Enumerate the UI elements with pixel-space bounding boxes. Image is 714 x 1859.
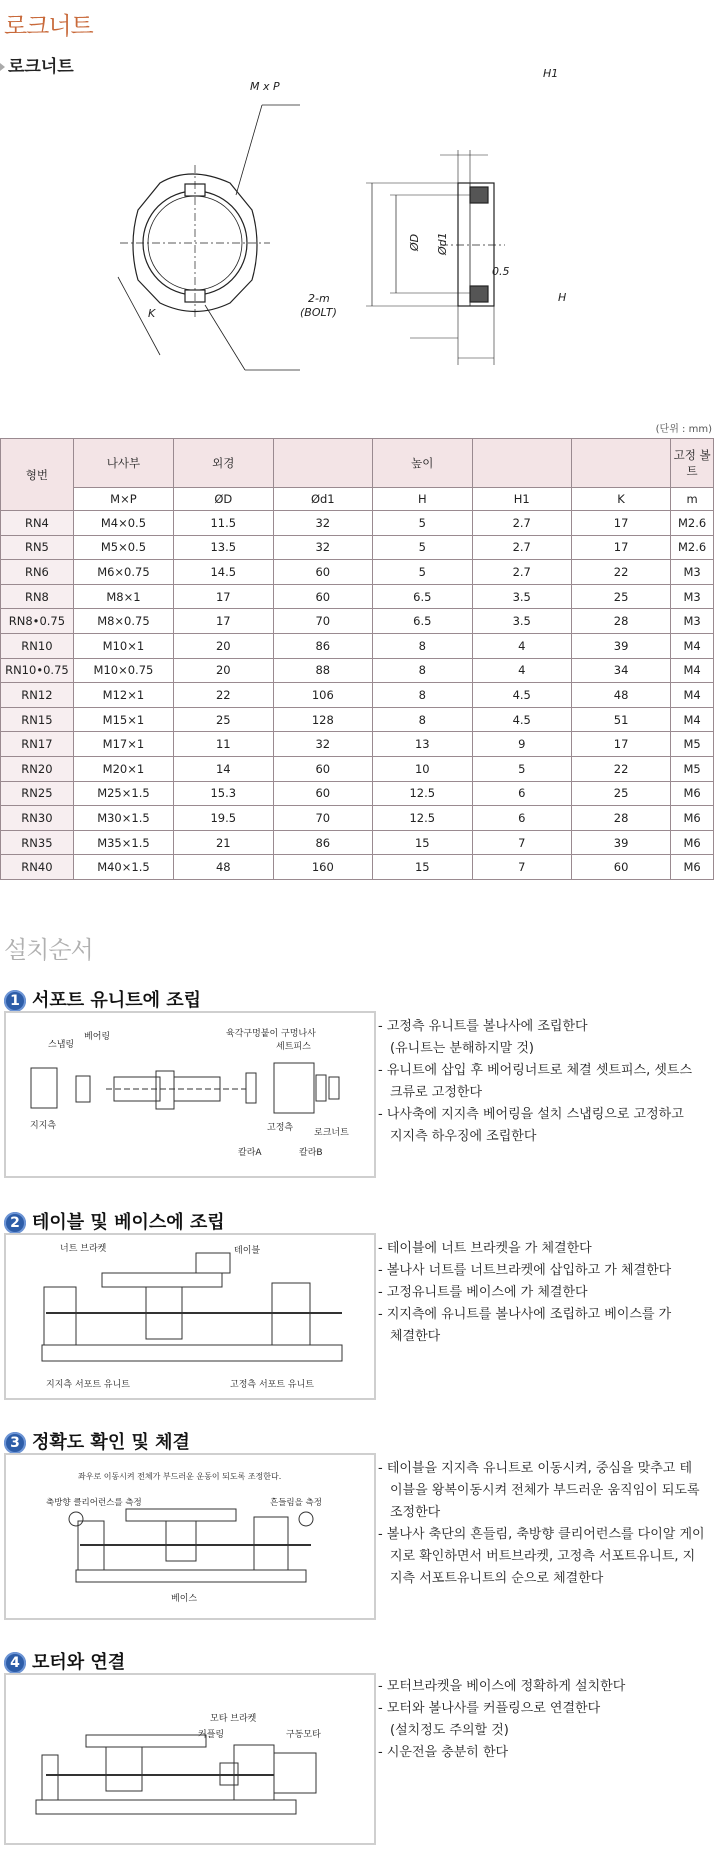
label-bearing: 베어링 [84,1032,111,1042]
step-1-heading [4,986,201,1012]
step-title: 정확도 확인 및 체결 [32,1432,190,1453]
sub-header: M×P [73,488,173,511]
table-cell: 28 [571,609,670,634]
table-cell: 32 [273,535,372,560]
label-motor-bracket: 모타 브라켓 [210,1714,257,1724]
table-cell: 4.5 [472,683,571,708]
note-line: - 유니트에 삽입 후 베어링너트로 체결 셋트피스, 셋트스 [378,1063,693,1078]
table-row [1,560,714,585]
subtitle-label: 로크너트 [8,57,74,77]
table-cell: 86 [273,633,372,658]
table-cell: M6 [671,830,714,855]
table-cell: 17 [571,535,670,560]
table-row [1,855,714,880]
table-cell: 13.5 [174,535,274,560]
table-cell: M3 [671,584,714,609]
table-cell: 60 [273,781,372,806]
sub-header: Ød1 [273,488,372,511]
table-row [1,511,714,536]
label-table: 테이블 [234,1246,261,1256]
note-line: 이블을 왕복이동시켜 전체가 부드러운 움직임이 되도록 [390,1483,700,1498]
table-cell: M12×1 [73,683,173,708]
step-title: 서포트 유니트에 조립 [32,990,202,1011]
table-cell: M30×1.5 [73,806,173,831]
note-line: - 테이블을 지지측 유니트로 이동시켜, 중심을 맞추고 테 [378,1461,693,1476]
label-bolt-2m: 2-m [308,292,330,305]
install-title: 설치순서 [4,936,93,964]
table-cell: 12.5 [373,806,473,831]
table-cell: 20 [174,633,274,658]
label-fixed-unit: 고정측 서포트 유니트 [230,1380,314,1390]
table-cell: 22 [571,560,670,585]
model-cell: RN40 [1,855,74,880]
spec-table [0,438,714,880]
table-cell: 39 [571,830,670,855]
model-cell: RN5 [1,535,74,560]
table-cell: 11 [174,732,274,757]
model-cell: RN20 [1,756,74,781]
table-cell: M10×1 [73,633,173,658]
col-header-bolt: 고정 볼트 [671,439,714,488]
label-mxp: M x P [250,80,280,93]
table-cell: 17 [174,584,274,609]
table-cell: 6.5 [373,584,473,609]
note-line: - 나사축에 지지측 베어링을 설치 스냅링으로 고정하고 [378,1107,684,1122]
note-line: (유니트는 분해하지말 것) [390,1041,534,1056]
table-cell: 8 [373,683,473,708]
table-cell: 34 [571,658,670,683]
model-cell: RN6 [1,560,74,585]
label-motor: 구동모타 [286,1730,321,1740]
table-cell: 60 [273,560,372,585]
sub-header: ØD [174,488,274,511]
note-line: - 볼나사 축단의 흔들림, 축방향 클리어런스를 다이알 게이 [378,1527,705,1542]
table-cell: M6 [671,855,714,880]
model-cell: RN17 [1,732,74,757]
model-cell: RN10•0.75 [1,658,74,683]
table-cell: M10×0.75 [73,658,173,683]
table-row [1,609,714,634]
table-cell: 12.5 [373,781,473,806]
col-header-height: 높이 [373,439,473,488]
model-cell: RN15 [1,707,74,732]
table-cell: M8×1 [73,584,173,609]
model-cell: RN25 [1,781,74,806]
table-cell: 8 [373,707,473,732]
label-adjust: 좌우로 이동시켜 전체가 부드러운 운동이 되도록 조정한다. [78,1472,282,1481]
table-cell: 32 [273,511,372,536]
model-cell: RN8•0.75 [1,609,74,634]
step-number-badge: 2 [4,1212,26,1234]
label-od: ØD [408,233,421,251]
table-cell: 88 [273,658,372,683]
label-snapring: 스냅링 [48,1040,75,1050]
table-cell: 4.5 [472,707,571,732]
table-cell: 39 [571,633,670,658]
table-cell: 5 [373,511,473,536]
table-cell: 5 [472,756,571,781]
table-cell: 2.7 [472,511,571,536]
step-4-heading [4,1648,125,1674]
table-cell: 17 [174,609,274,634]
sub-header: H [373,488,473,511]
table-cell: 106 [273,683,372,708]
step-number-badge: 1 [4,990,26,1012]
table-cell: 7 [472,855,571,880]
table-cell: 3.5 [472,609,571,634]
table-cell: 22 [174,683,274,708]
label-bolt: (BOLT) [300,306,337,319]
table-row [1,756,714,781]
table-cell: 51 [571,707,670,732]
table-row [1,806,714,831]
table-header-row [1,439,714,488]
table-cell: M8×0.75 [73,609,173,634]
table-cell: 86 [273,830,372,855]
table-cell: 15.3 [174,781,274,806]
note-line: - 모터와 볼나사를 커플링으로 연결한다 [378,1701,601,1716]
table-cell: 32 [273,732,372,757]
col-header-d1 [273,439,372,488]
table-cell: M4 [671,633,714,658]
col-header-k [571,439,670,488]
note-line: 조정한다 [390,1505,441,1520]
table-row [1,781,714,806]
table-cell: M4 [671,707,714,732]
step-1-diagram [4,1011,376,1178]
label-support-side: 지지측 [30,1121,57,1131]
table-cell: M5 [671,732,714,757]
table-cell: 14.5 [174,560,274,585]
table-cell: M3 [671,560,714,585]
table-cell: 8 [373,633,473,658]
step-3-notes [378,1458,712,1590]
table-cell: M4×0.5 [73,511,173,536]
table-row [1,633,714,658]
step-3-heading [4,1428,190,1454]
table-cell: 160 [273,855,372,880]
label-runout: 흔들림을 측정 [270,1498,322,1508]
table-cell: M40×1.5 [73,855,173,880]
note-line: - 볼나사 너트를 너트브라켓에 삽입하고 가 체결한다 [378,1263,672,1278]
table-cell: M6 [671,781,714,806]
note-line: - 테이블에 너트 브라켓을 가 체결한다 [378,1241,592,1256]
label-locknut: 로크너트 [314,1128,349,1138]
label-od1: Ød1 [436,232,449,255]
note-line: - 지지측에 유니트를 볼나사에 조립하고 베이스를 가 [378,1307,672,1322]
table-row [1,658,714,683]
table-cell: M5 [671,756,714,781]
table-cell: M20×1 [73,756,173,781]
table-cell: 70 [273,609,372,634]
table-cell: 4 [472,658,571,683]
step-4-illustration [6,1675,374,1843]
step-1-illustration [6,1013,374,1176]
table-cell: M2.6 [671,511,714,536]
table-cell: 60 [273,756,372,781]
table-cell: 15 [373,830,473,855]
table-cell: 7 [472,830,571,855]
label-gap: 0.5 [492,265,510,278]
step-1-notes [378,1016,712,1148]
step-2-diagram [4,1233,376,1400]
model-cell: RN30 [1,806,74,831]
sub-header: H1 [472,488,571,511]
table-cell: 60 [273,584,372,609]
table-cell: 48 [174,855,274,880]
table-cell: 15 [373,855,473,880]
sub-header: m [671,488,714,511]
label-collar-a: 칼라A [238,1148,262,1158]
label-k: K [148,307,156,320]
label-setpiece: 세트피스 [276,1042,311,1052]
note-line: - 시운전을 충분히 한다 [378,1745,509,1760]
table-cell: 70 [273,806,372,831]
table-cell: 13 [373,732,473,757]
note-line: - 고정측 유니트를 볼나사에 조립한다 [378,1019,588,1034]
table-cell: M6×0.75 [73,560,173,585]
note-line: (설치정도 주의할 것) [390,1723,509,1738]
model-cell: RN35 [1,830,74,855]
table-cell: 25 [571,584,670,609]
label-hex-socket: 육각구멍붙이 구멍나사 [226,1029,316,1039]
model-cell: RN4 [1,511,74,536]
table-cell: 6.5 [373,609,473,634]
locknut-drawing [0,65,714,385]
table-cell: 14 [174,756,274,781]
table-cell: M17×1 [73,732,173,757]
page-title: 로크너트 [4,12,93,40]
label-axial: 축방향 클리어런스를 측정 [46,1498,142,1508]
table-row [1,683,714,708]
table-cell: M2.6 [671,535,714,560]
step-2-notes [378,1238,712,1348]
table-row [1,535,714,560]
step-3-illustration [6,1455,374,1618]
table-cell: 19.5 [174,806,274,831]
table-cell: 5 [373,560,473,585]
table-cell: 10 [373,756,473,781]
step-4-diagram [4,1673,376,1845]
table-cell: 48 [571,683,670,708]
step-title: 테이블 및 베이스에 조립 [32,1212,225,1233]
label-support-unit: 지지측 서포트 유니트 [46,1380,130,1390]
table-row [1,732,714,757]
note-line: 크류로 고정한다 [390,1085,483,1100]
table-cell: 2.7 [472,535,571,560]
table-cell: M5×0.5 [73,535,173,560]
table-cell: 2.7 [472,560,571,585]
table-cell: 60 [571,855,670,880]
step-title: 모터와 연결 [32,1652,126,1673]
table-cell: 22 [571,756,670,781]
table-cell: 17 [571,732,670,757]
unit-note: (단위 : mm) [655,424,712,435]
label-nut-bracket: 너트 브라켓 [60,1244,107,1254]
table-row [1,584,714,609]
table-cell: 128 [273,707,372,732]
label-coupling: 커플링 [198,1730,225,1740]
step-number-badge: 4 [4,1652,26,1674]
table-row [1,707,714,732]
note-line: - 모터브라켓을 베이스에 정확하게 설치한다 [378,1679,626,1694]
model-cell: RN8 [1,584,74,609]
model-cell: RN12 [1,683,74,708]
note-line: 지로 확인하면서 버트브라켓, 고정측 서포트유니트, 지 [390,1549,696,1564]
label-base: 베이스 [171,1594,198,1604]
step-3-diagram [4,1453,376,1620]
table-cell: 25 [571,781,670,806]
col-header-outer: 외경 [174,439,274,488]
table-cell: 9 [472,732,571,757]
note-line: - 고정유니트를 베이스에 가 체결한다 [378,1285,588,1300]
note-line: 지측 서포트유니트의 순으로 체결한다 [390,1571,604,1586]
table-cell: M35×1.5 [73,830,173,855]
sub-header: K [571,488,670,511]
table-cell: 11.5 [174,511,274,536]
table-cell: 6 [472,781,571,806]
col-header-model: 형번 [1,439,74,511]
step-4-notes [378,1676,712,1764]
table-row [1,830,714,855]
note-line: 체결한다 [390,1329,441,1344]
label-fixed-side: 고정측 [267,1123,294,1133]
table-cell: 4 [472,633,571,658]
table-subheader-row [1,488,714,511]
table-cell: M4 [671,683,714,708]
table-cell: M25×1.5 [73,781,173,806]
table-cell: 17 [571,511,670,536]
table-cell: M6 [671,806,714,831]
model-cell: RN10 [1,633,74,658]
col-header-h1 [472,439,571,488]
col-header-thread: 나사부 [73,439,173,488]
table-cell: 21 [174,830,274,855]
table-cell: 3.5 [472,584,571,609]
label-h1: H1 [543,67,559,80]
table-cell: M3 [671,609,714,634]
table-cell: 5 [373,535,473,560]
table-cell: 25 [174,707,274,732]
table-cell: M15×1 [73,707,173,732]
table-cell: 20 [174,658,274,683]
table-cell: 28 [571,806,670,831]
step-number-badge: 3 [4,1432,26,1454]
table-cell: 8 [373,658,473,683]
label-h: H [558,291,567,304]
label-collar-b: 칼라B [299,1148,323,1158]
note-line: 지지측 하우징에 조립한다 [390,1129,537,1144]
table-cell: M4 [671,658,714,683]
table-cell: 6 [472,806,571,831]
step-2-illustration [6,1235,374,1398]
step-2-heading [4,1208,225,1234]
